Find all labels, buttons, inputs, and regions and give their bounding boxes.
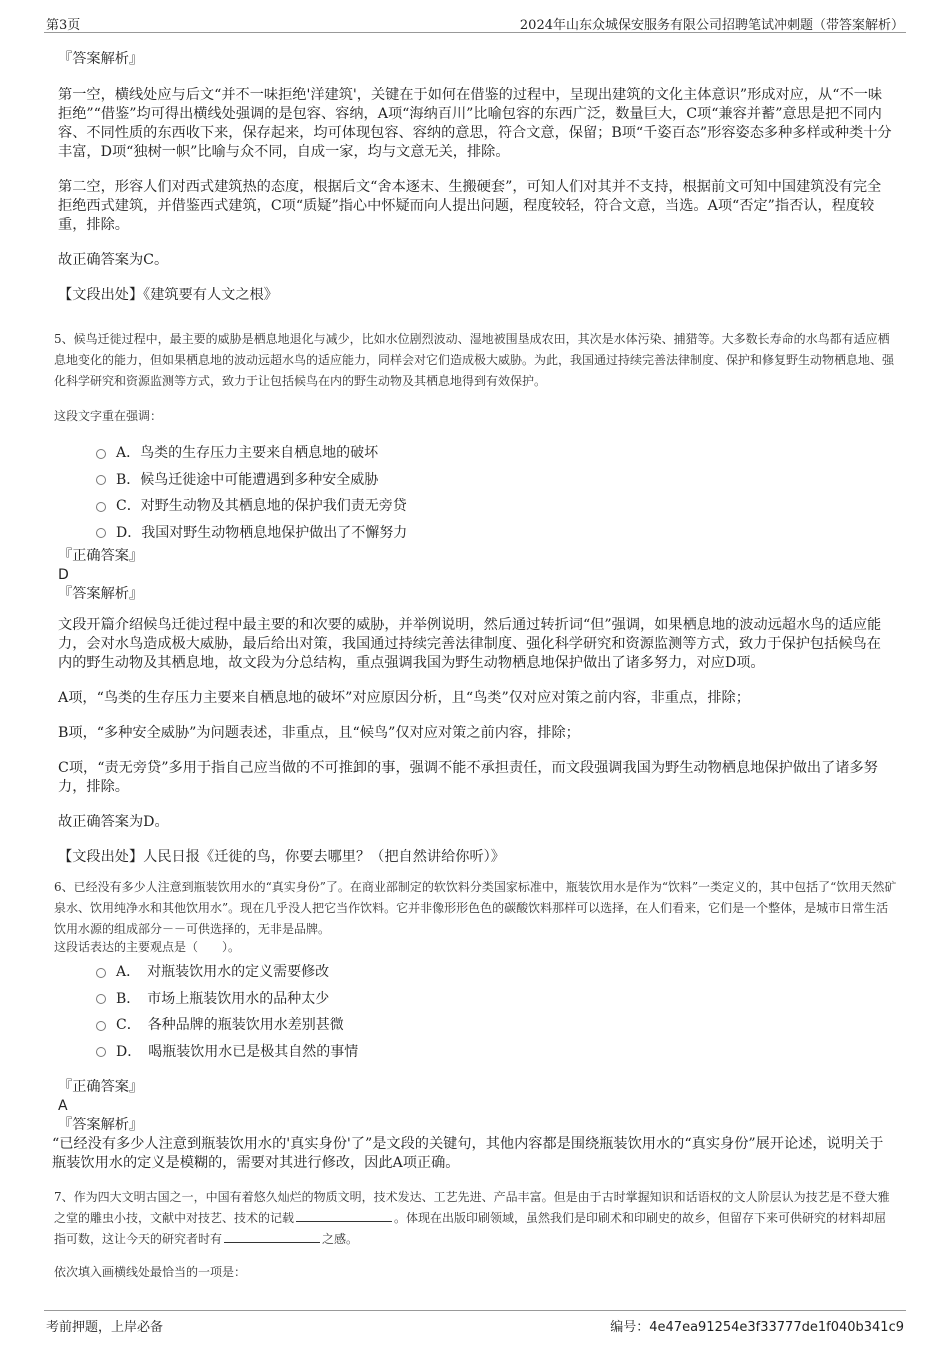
radio-icon[interactable] <box>96 968 106 978</box>
q5-analysis-p2: A项，“鸟类的生存压力主要来自栖息地的破坏”对应原因分析，且“鸟类”仅对应对策之前内容，非重点，排除； <box>58 690 750 706</box>
q5-option-a[interactable]: A．鸟类的生存压力主要来自栖息地的破坏 <box>96 439 902 466</box>
q6-option-c[interactable]: C． 各种品牌的瓶装饮用水差别甚微 <box>96 1011 902 1038</box>
q6-option-d[interactable]: D． 喝瓶装饮用水已是极其自然的事情 <box>96 1038 902 1065</box>
q6-option-a[interactable]: A． 对瓶装饮用水的定义需要修改 <box>96 958 902 985</box>
q7-question-text: 7、作为四大文明古国之一，中国有着悠久灿烂的物质文明，技术发达、工艺先进、产品丰富。但是由于古时掌握知识和话语权的文人阶层认为技艺是不登大雅之堂的雕虫小技，文献中对技艺、技术的记载 。体现在出版印刷领域，虽然我们是印刷术和印刷史的故乡，但留存下来可供研究的材料却屈指可数，这让今天的研究者时有 之感。 <box>54 1190 890 1246</box>
footer-code: 编号：4e47ea91254e3f33777de1f040b341c9 <box>610 1320 904 1335</box>
q6-analysis-p1: “已经没有多少人注意到瓶装饮用水的'真实身份'了”是文段的关键句，其他内容都是围绕瓶装饮用水的“真实身份”展开论述，说明关于瓶装饮用水的定义是模糊的，需要对其进行修改，因此A项正确。 <box>52 1136 884 1171</box>
q6-question-text: 6、已经没有多少人注意到瓶装饮用水的“真实身份”了。在商业部制定的软饮料分类国家标准中，瓶装饮用水是作为“饮料”一类定义的，其中包括了“饮用天然矿泉水、饮用纯净水和其他饮用水”。现在几乎没人把它当作饮料。它并非像形形色色的碳酸饮料那样可以选择，在人们看来，它们是一个整体，是城市日常生活饮用水源的组成部分－－可供选择的，无非是品牌。 <box>54 880 897 936</box>
page-content <box>50 44 902 1283</box>
radio-icon[interactable] <box>96 475 106 485</box>
radio-icon[interactable] <box>96 1047 106 1057</box>
q5-options <box>96 439 902 545</box>
q5-option-d[interactable]: D．我国对野生动物栖息地保护做出了不懈努力 <box>96 519 902 546</box>
fill-blank-2[interactable] <box>224 1230 320 1243</box>
page-header <box>44 12 906 33</box>
page-number: 第3页 <box>46 18 81 33</box>
q5-analysis-p1: 文段开篇介绍候鸟迁徙过程中最主要的和次要的威胁，并举例说明，然后通过转折词“但”强调，如果栖息地的波动远超水鸟的适应能力，会对水鸟造成极大威胁，最后给出对策，我国通过持续完善法律制度、强化科学研究和资源监测等方式，致力于保护包括候鸟在内的野生动物及其栖息地，故文段为分总结构，重点强调我国为野生动物栖息地保护做出了诸多努力，对应D项。 <box>58 617 882 671</box>
q5-analysis-heading: 『答案解析』 <box>58 586 144 602</box>
q6-answer-heading: 『正确答案』 <box>58 1079 144 1095</box>
q5-analysis-p3: B项，“多种安全威胁”为问题表述，非重点，且“候鸟”仅对应对策之前内容，排除； <box>58 725 580 741</box>
q4-source: 【文段出处】《建筑要有人文之根》 <box>58 287 278 303</box>
radio-icon[interactable] <box>96 449 106 459</box>
q5-option-b[interactable]: B．候鸟迁徙途中可能遭遇到多种安全威胁 <box>96 466 902 493</box>
footer-slogan: 考前押题，上岸必备 <box>46 1320 164 1335</box>
radio-icon[interactable] <box>96 528 106 538</box>
q4-analysis-p2: 第二空，形容人们对西式建筑热的态度，根据后文“舍本逐末、生搬硬套”，可知人们对其并不支持，根据前文可知中国建筑没有完全拒绝西式建筑，并借鉴西式建筑，C项“质疑”指心中怀疑而向人提出问题，程度较轻，符合文意，当选。A项“否定”指否认，程度较重，排除。 <box>58 179 882 233</box>
q5-answer: D <box>58 567 69 583</box>
q5-option-c[interactable]: C．对野生动物及其栖息地的保护我们责无旁贷 <box>96 492 902 519</box>
q6-option-b[interactable]: B． 市场上瓶装饮用水的品种太少 <box>96 985 902 1012</box>
q6-answer: A <box>58 1098 68 1114</box>
q4-analysis-heading: 『答案解析』 <box>58 51 144 67</box>
radio-icon[interactable] <box>96 1021 106 1031</box>
page-footer <box>44 1310 906 1333</box>
radio-icon[interactable] <box>96 502 106 512</box>
q5-answer-heading: 『正确答案』 <box>58 548 144 564</box>
q5-conclusion: 故正确答案为D。 <box>58 814 169 830</box>
q7-prompt: 依次填入画横线处最恰当的一项是： <box>54 1265 247 1279</box>
q6-prompt: 这段话表达的主要观点是（ ）。 <box>54 940 241 954</box>
document-title: 2024年山东众城保安服务有限公司招聘笔试冲刺题（带答案解析） <box>519 18 904 33</box>
q6-analysis-heading: 『答案解析』 <box>58 1117 144 1133</box>
q5-prompt: 这段文字重在强调： <box>54 409 163 423</box>
fill-blank-1[interactable] <box>296 1209 392 1222</box>
q5-question-text: 5、候鸟迁徙过程中，最主要的威胁是栖息地退化与减少，比如水位剧烈波动、湿地被围垦成农田，其次是水体污染、捕猎等。大多数长寿命的水鸟都有适应栖息地变化的能力，但如果栖息地的波动远超水鸟的适应能力，同样会对它们造成极大威胁。为此，我国通过持续完善法律制度、保护和修复野生动物栖息地、强化科学研究和资源监测等方式，致力于让包括候鸟在内的野生动物及其栖息地得到有效保护。 <box>54 332 895 388</box>
radio-icon[interactable] <box>96 994 106 1004</box>
q5-analysis-p4: C项，“责无旁贷”多用于指自己应当做的不可推卸的事，强调不能不承担责任，而文段强调我国为野生动物栖息地保护做出了诸多努力，排除。 <box>58 760 878 795</box>
q6-options <box>96 958 902 1064</box>
q4-analysis-p1: 第一空，横线处应与后文“并不一味拒绝'洋建筑'，关键在于如何在借鉴的过程中，呈现出建筑的文化主体意识”形成对应，从“不一味拒绝”“借鉴”均可得出横线处强调的是包容、容纳，A项“海纳百川”比喻包容的东西广泛，数量巨大，C项“兼容并蓄”意思是把不同内容、不同性质的东西收下来，保存起来，均可体现包容、容纳的意思，符合文意，保留；B项“千姿百态”形容姿态多种多样或种类十分丰富，D项“独树一帜”比喻与众不同，自成一家，均与文意无关，排除。 <box>58 87 892 160</box>
q4-conclusion: 故正确答案为C。 <box>58 252 169 268</box>
q5-source: 【文段出处】人民日报《迁徙的鸟，你要去哪里？（把自然讲给你听）》 <box>58 849 505 865</box>
